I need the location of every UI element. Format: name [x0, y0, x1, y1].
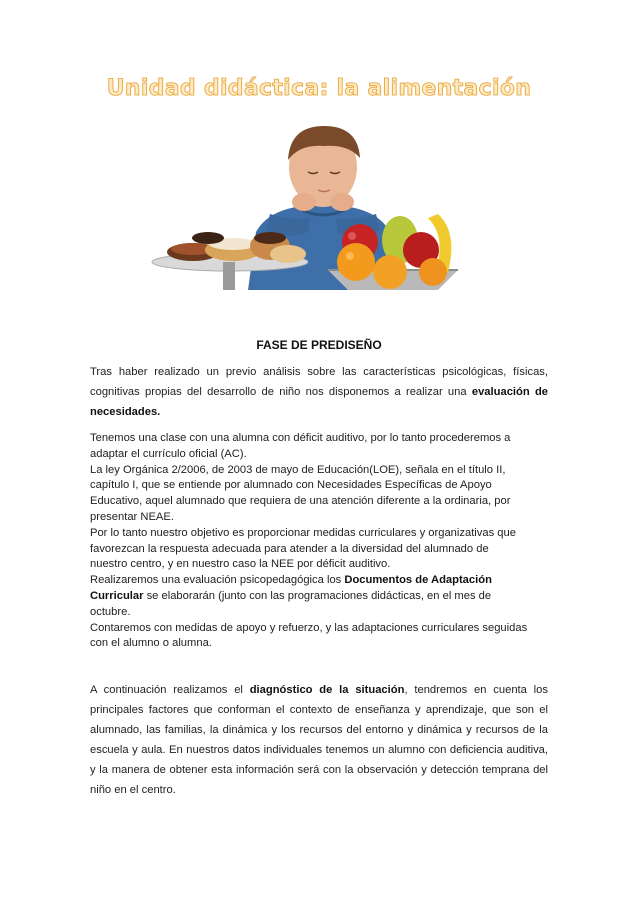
text-line: octubre.	[90, 605, 131, 618]
paragraph-text: Tras haber realizado un previo análisis sobre las características psicológicas, físicas, cognitivas propias del desarrollo de niño nos disponemos a realizar una	[90, 366, 548, 398]
text-fragment: se elaborarán (junto con las programaciones didácticas, en el mes de	[143, 589, 492, 602]
text-line: favorezcan la respuesta adecuada para atender a la diversidad del alumnado de	[90, 542, 489, 555]
text-line: con el alumno o alumna.	[90, 637, 212, 650]
bold-term: Documentos de Adaptación	[344, 574, 492, 587]
paragraph-text: , tendremos en cuenta los principales factores que conforman el contexto de enseñanza y aprendizaje, que son el alumnado, las familias, la dinámica y los recursos del entorno y dinámica y recursos de la escuela y aula. En nuestros datos individuales tenemos un alumno con deficiencia auditiva, y la manera de obtener esta información será con la observación y detección temprana del niño en el centro.	[90, 684, 548, 796]
paragraph-text: A continuación realizamos el	[90, 684, 250, 696]
text-line: capítulo I, que se entiende por alumnado con Necesidades Específicas de Apoyo	[90, 479, 492, 492]
paragraph-situation-diagnosis	[90, 680, 548, 800]
text-line: Educativo, aquel alumnado que requiera de una atención diferente a la ordinaria, por	[90, 495, 511, 508]
document-title: Unidad didáctica: la alimentación	[106, 76, 532, 101]
paragraph-needs-evaluation	[90, 362, 548, 422]
text-line	[90, 573, 548, 589]
text-line: adaptar el currículo oficial (AC).	[90, 447, 247, 460]
text-line: La ley Orgánica 2/2006, de 2003 de mayo de Educación(LOE), señala en el título II,	[90, 463, 506, 476]
text-line: Contaremos con medidas de apoyo y refuerzo, y las adaptaciones curriculares seguidas	[90, 621, 528, 634]
text-fragment: Realizaremos una evaluación psicopedagógica los	[90, 574, 345, 587]
section-heading: FASE DE PREDISEÑO	[256, 338, 382, 352]
text-line	[90, 589, 548, 605]
text-line: presentar NEAE.	[90, 510, 174, 523]
paragraph-adaptation	[90, 431, 548, 652]
bold-term: diagnóstico de la situación	[249, 684, 405, 696]
bold-term: Curricular	[90, 589, 144, 602]
bold-term: evaluación de necesidades.	[90, 386, 548, 418]
text-line: Tenemos una clase con una alumna con déficit auditivo, por lo tanto procederemos a	[90, 432, 511, 444]
text-line: nuestro centro, y en nuestro caso la NEE por déficit auditivo.	[90, 558, 391, 571]
photo-boy-choosing-food	[138, 122, 488, 290]
text-line: Por lo tanto nuestro objetivo es proporcionar medidas curriculares y organizativas que	[90, 526, 516, 539]
